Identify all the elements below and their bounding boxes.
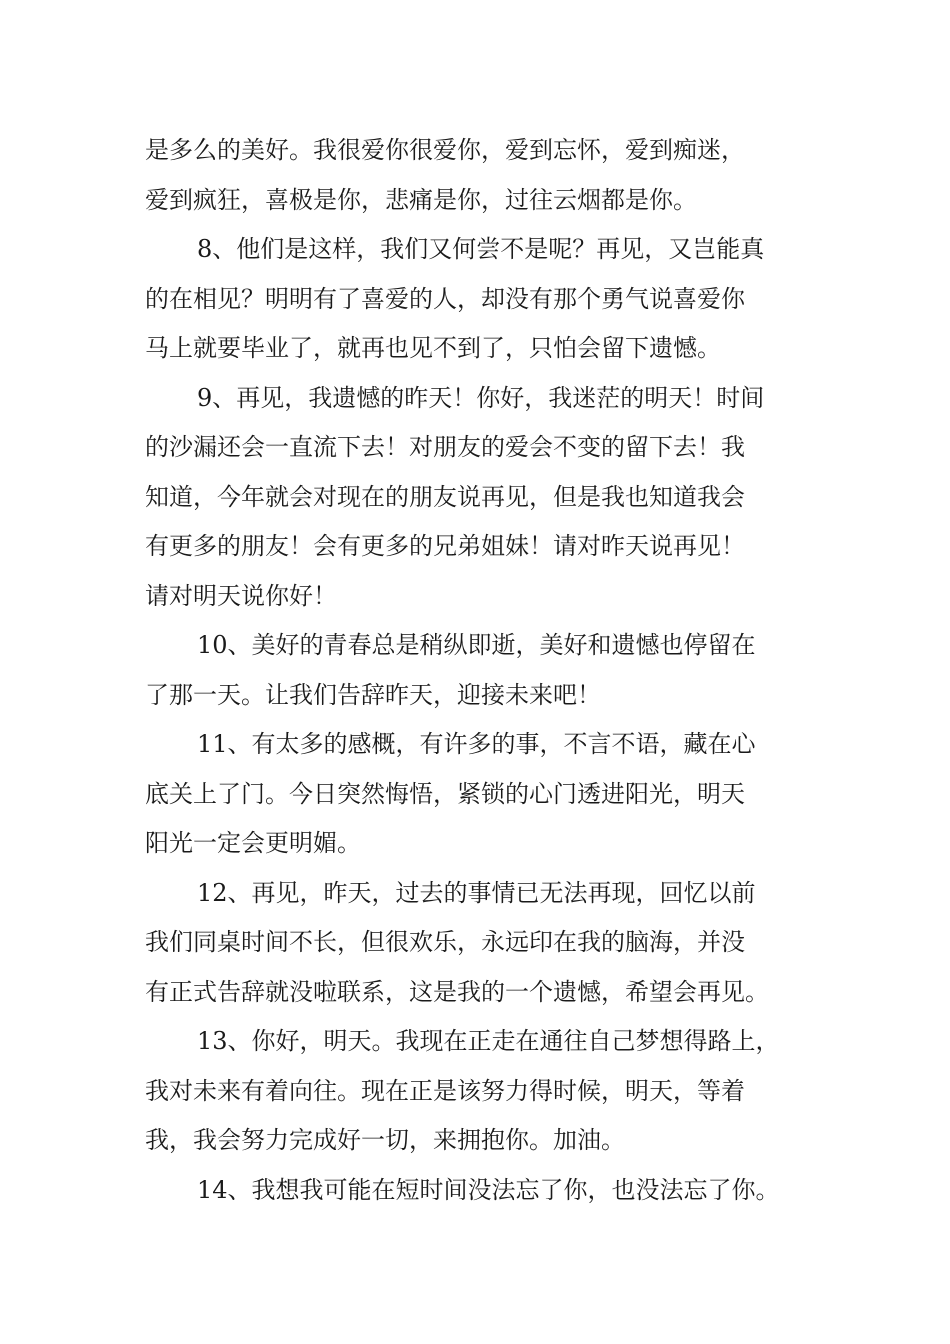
text-line: 10、美好的青春总是稍纵即逝，美好和遗憾也停留在 bbox=[197, 631, 756, 659]
text-line: 是多么的美好。我很爱你很爱你，爱到忘怀，爱到痴迷， bbox=[145, 136, 745, 164]
paragraph-continued bbox=[145, 126, 825, 225]
text-line: 爱到疯狂，喜极是你，悲痛是你，过往云烟都是你。 bbox=[145, 185, 697, 214]
text-line: 底关上了门。今日突然悔悟，紧锁的心门透进阳光，明天 bbox=[145, 779, 745, 808]
text-line: 有更多的朋友！会有更多的兄弟姐妹！请对昨天说再见！ bbox=[145, 532, 745, 560]
paragraph-item-12 bbox=[145, 869, 825, 1018]
text-line: 的在相见？明明有了喜爱的人，却没有那个勇气说喜爱你 bbox=[145, 284, 745, 313]
document-body bbox=[145, 126, 825, 1215]
text-line: 8、他们是这样，我们又何尝不是呢？再见，又岂能真 bbox=[197, 235, 765, 263]
text-line: 我，我会努力完成好一切，来拥抱你。加油。 bbox=[145, 1126, 625, 1154]
text-line: 14、我想我可能在短时间没法忘了你，也没法忘了你。 bbox=[197, 1175, 780, 1204]
text-line: 的沙漏还会一直流下去！对朋友的爱会不变的留下去！我 bbox=[145, 433, 745, 461]
text-line: 有正式告辞就没啦联系，这是我的一个遗憾，希望会再见。 bbox=[145, 977, 769, 1006]
paragraph-item-14 bbox=[145, 1166, 825, 1216]
text-line: 了那一天。让我们告辞昨天，迎接未来吧！ bbox=[145, 680, 601, 709]
text-line: 11、有太多的感概，有许多的事，不言不语，藏在心 bbox=[197, 730, 756, 758]
text-line: 12、再见，昨天，过去的事情已无法再现，回忆以前 bbox=[197, 878, 756, 907]
paragraph-item-13 bbox=[145, 1017, 825, 1166]
text-line: 13、你好，明天。我现在正走在通往自己梦想得路上， bbox=[197, 1027, 780, 1055]
paragraph-item-11 bbox=[145, 720, 825, 869]
text-line: 我们同桌时间不长，但很欢乐，永远印在我的脑海，并没 bbox=[145, 928, 745, 956]
text-line: 请对明天说你好！ bbox=[145, 581, 337, 610]
text-line: 知道，今年就会对现在的朋友说再见，但是我也知道我会 bbox=[145, 482, 745, 511]
text-line: 马上就要毕业了，就再也见不到了，只怕会留下遗憾。 bbox=[145, 334, 721, 362]
paragraph-item-8 bbox=[145, 225, 825, 374]
text-line: 我对未来有着向往。现在正是该努力得时候，明天，等着 bbox=[145, 1076, 745, 1105]
text-line: 9、再见，我遗憾的昨天！你好，我迷茫的明天！时间 bbox=[197, 383, 765, 412]
paragraph-item-9 bbox=[145, 374, 825, 622]
paragraph-item-10 bbox=[145, 621, 825, 720]
text-line: 阳光一定会更明媚。 bbox=[145, 829, 361, 857]
